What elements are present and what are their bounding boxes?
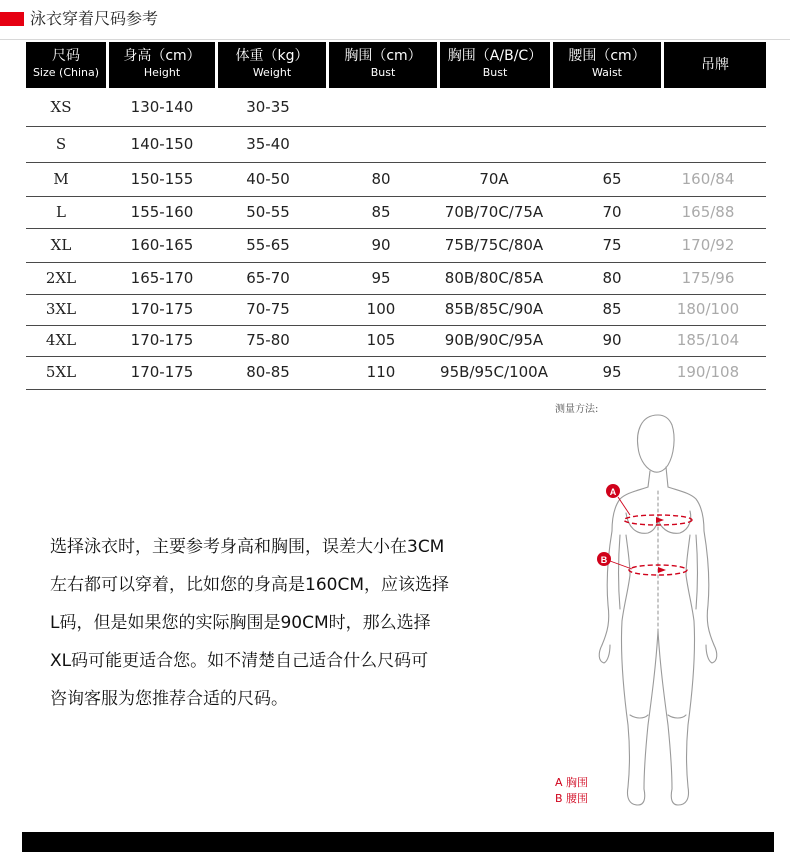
- cell-size: XL: [50, 236, 72, 254]
- cell-tag: 165/88: [681, 203, 735, 221]
- cell-height: 130-140: [130, 98, 194, 116]
- cell-height: 150-155: [130, 170, 194, 188]
- header-height: 身高（cm） Height: [109, 42, 215, 88]
- section-header: [0, 8, 790, 32]
- cell-height: 140-150: [130, 135, 194, 153]
- cell-weight: 30-35: [246, 98, 290, 116]
- cell-waist: 95: [602, 363, 622, 381]
- cell-size: L: [56, 203, 66, 221]
- cell-size: S: [55, 135, 67, 153]
- header-waist: 腰围（cm） Waist: [553, 42, 661, 88]
- marker-a-leader: [618, 497, 630, 515]
- cell-bust-cup: 85B/85C/90A: [444, 300, 544, 318]
- cell-waist: 70: [602, 203, 622, 221]
- cell-weight: 75-80: [246, 331, 290, 349]
- cell-height: 170-175: [130, 331, 194, 349]
- header-bust-cm: 胸围（cm） Bust: [329, 42, 437, 88]
- table-row: [26, 126, 766, 163]
- cell-tag: 160/84: [681, 170, 735, 188]
- cell-size: 2XL: [45, 269, 77, 287]
- cell-weight: 70-75: [246, 300, 290, 318]
- table-row: [26, 356, 766, 390]
- cell-bust-cup: 95B/95C/100A: [440, 363, 548, 381]
- cell-height: 170-175: [130, 300, 194, 318]
- header-tag: 吊牌: [664, 42, 766, 88]
- measure-legend: [555, 775, 588, 807]
- cell-bust-cup: 80B/80C/85A: [444, 269, 544, 287]
- measure-title: 测量方法:: [555, 404, 599, 415]
- size-chart-table: [26, 42, 766, 381]
- cell-weight: 50-55: [246, 203, 290, 221]
- cell-bust-cm: 85: [371, 203, 391, 221]
- cell-weight: 40-50: [246, 170, 290, 188]
- cell-bust-cm: 110: [366, 363, 396, 381]
- cell-tag: 170/92: [681, 236, 735, 254]
- title-divider: [0, 39, 790, 40]
- cell-waist: 90: [602, 331, 622, 349]
- cell-size: XS: [50, 98, 72, 116]
- cell-bust-cm: 100: [366, 300, 396, 318]
- advice-line: 选择泳衣时，主要参考身高和胸围，误差大小在3CM: [50, 537, 445, 557]
- cell-bust-cm: 105: [366, 331, 396, 349]
- cell-size: 4XL: [45, 331, 77, 349]
- page-title: 泳衣穿着尺码参考: [30, 9, 159, 28]
- advice-line: XL码可能更适合您。如不清楚自己适合什么尺码可: [50, 651, 429, 671]
- cell-waist: 65: [602, 170, 622, 188]
- marker-b-leader: [610, 561, 632, 569]
- cell-height: 165-170: [130, 269, 194, 287]
- cell-tag: 175/96: [681, 269, 735, 287]
- table-header: [26, 42, 766, 88]
- marker-a-label: A: [609, 487, 617, 497]
- cell-bust-cup: 90B/90C/95A: [444, 331, 544, 349]
- cell-waist: 75: [602, 236, 622, 254]
- cell-size: M: [53, 170, 69, 188]
- table-row: [26, 325, 766, 357]
- table-row: [26, 228, 766, 263]
- advice-line: 左右都可以穿着，比如您的身高是160CM，应该选择: [50, 575, 449, 595]
- cell-tag: 180/100: [676, 300, 740, 318]
- legend-waist: B 腰围: [555, 792, 589, 805]
- cell-bust-cup: 70B/70C/75A: [444, 203, 544, 221]
- cell-tag: 185/104: [676, 331, 740, 349]
- table-row: [26, 294, 766, 326]
- cell-height: 155-160: [130, 203, 194, 221]
- measurement-figure: [540, 395, 780, 820]
- table-row: [26, 262, 766, 295]
- cell-waist: 85: [602, 300, 622, 318]
- cell-height: 160-165: [130, 236, 194, 254]
- advice-line: 咨询客服为您推荐合适的尺码。: [50, 689, 288, 709]
- cell-tag: 190/108: [676, 363, 740, 381]
- cell-weight: 55-65: [246, 236, 290, 254]
- cell-bust-cm: 80: [371, 170, 391, 188]
- cell-bust-cup: 75B/75C/80A: [444, 236, 544, 254]
- cell-weight: 35-40: [246, 135, 290, 153]
- size-advice: [50, 528, 520, 718]
- footer-bar: [22, 832, 774, 852]
- cell-weight: 80-85: [246, 363, 290, 381]
- header-weight: 体重（kg） Weight: [218, 42, 326, 88]
- header-size: 尺码 Size (China): [26, 42, 106, 88]
- cell-bust-cm: 95: [371, 269, 391, 287]
- table-row: [26, 196, 766, 229]
- advice-line: L码，但是如果您的实际胸围是90CM时，那么选择: [50, 613, 431, 633]
- body-outline-illustration: [540, 395, 780, 820]
- legend-bust: A 胸围: [555, 776, 589, 789]
- cell-bust-cup: 70A: [479, 170, 509, 188]
- cell-waist: 80: [602, 269, 622, 287]
- header-bust-cup: 胸围（A/B/C） Bust: [440, 42, 550, 88]
- cell-height: 170-175: [130, 363, 194, 381]
- cell-size: 5XL: [45, 363, 77, 381]
- cell-size: 3XL: [45, 300, 77, 318]
- cell-bust-cm: 90: [371, 236, 391, 254]
- title-accent-mark: [0, 12, 24, 26]
- table-row: [26, 88, 766, 127]
- cell-weight: 65-70: [246, 269, 290, 287]
- marker-b-label: B: [600, 555, 608, 565]
- table-row: [26, 162, 766, 197]
